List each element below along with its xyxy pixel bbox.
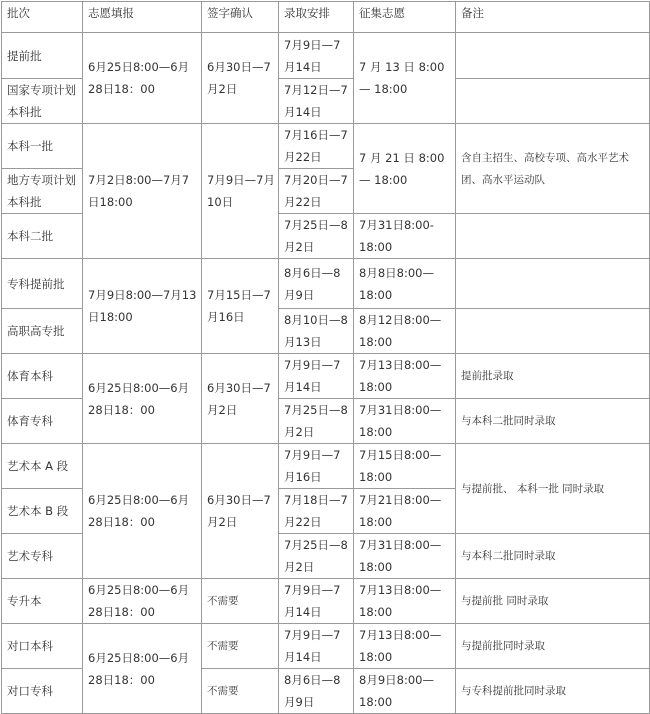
batch-cell: 对口专科 xyxy=(2,669,83,714)
admission-schedule-table xyxy=(1,1,650,714)
collect-cell: 7月15日8:00—18:00 xyxy=(354,444,456,489)
note-cell: 与本科二批同时录取 xyxy=(456,399,650,444)
sign-cell: 7月15日—7月16日 xyxy=(202,259,279,354)
admit-cell: 7月9日—7月14日 xyxy=(279,33,354,79)
header-collect: 征集志愿 xyxy=(354,2,456,33)
batch-cell: 艺术本 A 段 xyxy=(2,444,83,489)
table-row xyxy=(2,354,650,399)
collect-cell: 7月31日8:00—18:00 xyxy=(354,399,456,444)
admit-cell: 8月10日—8月13日 xyxy=(279,309,354,354)
batch-cell: 专升本 xyxy=(2,579,83,624)
header-batch: 批次 xyxy=(2,2,83,33)
sign-cell: 6月30日—7月2日 xyxy=(202,33,279,124)
note-cell: 与本科二批同时录取 xyxy=(456,534,650,579)
table-row xyxy=(2,624,650,669)
collect-cell: 7月31日8:00—18:00 xyxy=(354,534,456,579)
batch-cell: 对口本科 xyxy=(2,624,83,669)
collect-cell: 7月21日8:00—18:00 xyxy=(354,489,456,534)
admit-cell: 7月9日—7月14日 xyxy=(279,579,354,624)
note-cell: 提前批录取 xyxy=(456,354,650,399)
collect-cell: 7月31日8:00-18:00 xyxy=(354,214,456,259)
collect-cell: 7月13日8:00—18:00 xyxy=(354,624,456,669)
collect-cell: 7 月 21 日 8:00 — 18:00 xyxy=(354,124,456,214)
batch-cell: 体育本科 xyxy=(2,354,83,399)
sign-cell: 6月30日—7月2日 xyxy=(202,444,279,579)
fill-cell: 6月25日8:00—6月28日18：00 xyxy=(83,579,202,624)
batch-cell: 艺术本 B 段 xyxy=(2,489,83,534)
admit-cell: 7月25日—8月2日 xyxy=(279,399,354,444)
sign-cell: 不需要 xyxy=(202,669,279,714)
admit-cell: 7月12日—7月14日 xyxy=(279,79,354,124)
note-cell: 与提前批同时录取 xyxy=(456,624,650,669)
admit-cell: 7月9日—7月16日 xyxy=(279,444,354,489)
table-row xyxy=(2,579,650,624)
batch-cell: 本科一批 xyxy=(2,124,83,169)
admit-cell: 7月9日—7月14日 xyxy=(279,354,354,399)
admit-cell: 8月6日—8月9日 xyxy=(279,669,354,714)
batch-cell: 专科提前批 xyxy=(2,259,83,309)
note-cell xyxy=(456,79,650,124)
batch-cell: 艺术专科 xyxy=(2,534,83,579)
batch-cell: 高职高专批 xyxy=(2,309,83,354)
table-row xyxy=(2,259,650,309)
note-cell xyxy=(456,259,650,309)
admit-cell: 7月9日—7月14日 xyxy=(279,624,354,669)
fill-cell: 6月25日8:00—6月28日18：00 xyxy=(83,33,202,124)
sign-cell: 7月9日—7月10日 xyxy=(202,124,279,259)
header-fill: 志愿填报 xyxy=(83,2,202,33)
table-row xyxy=(2,33,650,79)
fill-cell: 7月2日8:00—7月7日18:00 xyxy=(83,124,202,259)
sign-cell: 6月30日—7月2日 xyxy=(202,354,279,444)
header-row xyxy=(2,2,650,33)
collect-cell: 8月12日8:00—18:00 xyxy=(354,309,456,354)
batch-cell: 提前批 xyxy=(2,33,83,79)
admit-cell: 8月6日—8月9日 xyxy=(279,259,354,309)
fill-cell: 6月25日8:00—6月28日18：00 xyxy=(83,354,202,444)
header-sign: 签字确认 xyxy=(202,2,279,33)
collect-cell: 8月8日8:00—18:00 xyxy=(354,259,456,309)
fill-cell: 6月25日8:00—6月28日18：00 xyxy=(83,444,202,579)
sign-cell: 不需要 xyxy=(202,624,279,669)
header-admit: 录取安排 xyxy=(279,2,354,33)
sign-cell: 不需要 xyxy=(202,579,279,624)
note-cell xyxy=(456,309,650,354)
header-note: 备注 xyxy=(456,2,650,33)
batch-cell: 地方专项计划本科批 xyxy=(2,169,83,214)
fill-cell: 7月9日8:00—7月13日18:00 xyxy=(83,259,202,354)
batch-cell: 体育专科 xyxy=(2,399,83,444)
collect-cell: 8月9日8:00—18:00 xyxy=(354,669,456,714)
collect-cell: 7月13日8:00—18:00 xyxy=(354,354,456,399)
admit-cell: 7月18日—7月22日 xyxy=(279,489,354,534)
admit-cell: 7月16日—7月22日 xyxy=(279,124,354,169)
note-cell xyxy=(456,214,650,259)
note-cell: 与提前批 同时录取 xyxy=(456,579,650,624)
fill-cell: 6月25日8:00—6月28日18：00 xyxy=(83,624,202,714)
table-row xyxy=(2,444,650,489)
note-cell xyxy=(456,33,650,79)
admit-cell: 7月25日—8月2日 xyxy=(279,214,354,259)
admit-cell: 7月20日—7月22日 xyxy=(279,169,354,214)
table-row xyxy=(2,124,650,169)
collect-cell: 7 月 13 日 8:00 — 18:00 xyxy=(354,33,456,124)
note-cell: 与专科提前批同时录取 xyxy=(456,669,650,714)
collect-cell: 7月13日8:00—18:00 xyxy=(354,579,456,624)
batch-cell: 国家专项计划本科批 xyxy=(2,79,83,124)
note-cell: 与提前批、 本科一批 同时录取 xyxy=(456,444,650,534)
note-cell: 含自主招生、高校专项、高水平艺术团、高水平运动队 xyxy=(456,124,650,214)
admit-cell: 7月25日—8月2日 xyxy=(279,534,354,579)
batch-cell: 本科二批 xyxy=(2,214,83,259)
